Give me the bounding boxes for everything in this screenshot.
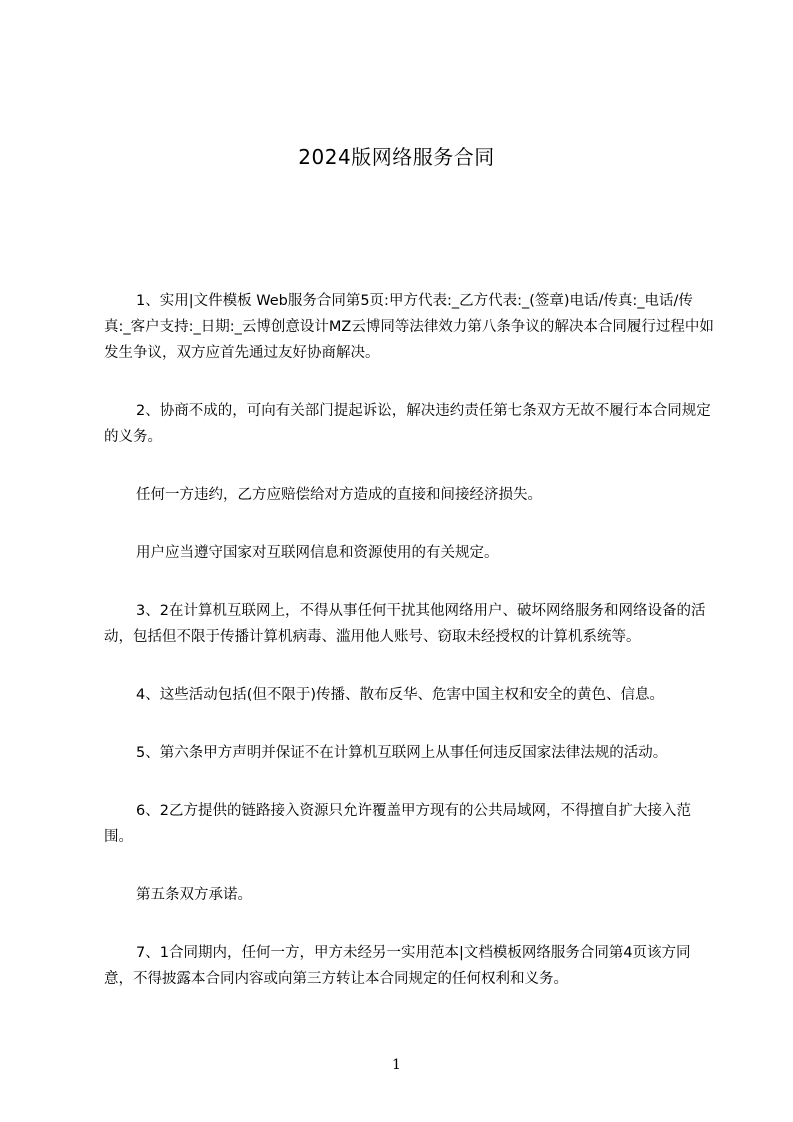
page-number: 1 — [392, 1057, 401, 1073]
document-title: 2024版网络服务合同 — [298, 145, 495, 169]
paragraph-5: 3、2在计算机互联网上，不得从事任何干扰其他网络用户、破坏网络服务和网络设备的活动，包括但不限于传播计算机病毒、滥用他人账号、窃取未经授权的计算机系统等。 — [104, 603, 706, 645]
paragraph-10: 7、1合同期内，任何一方，甲方未经另一实用范本|文档模板网络服务合同第4页该方同意，不得披露本合同内容或向第三方转让本合同规定的任何权利和义务。 — [104, 945, 691, 987]
paragraph-2: 2、协商不成的，可向有关部门提起诉讼，解决违约责任第七条双方无故不履行本合同规定的义务。 — [104, 403, 711, 445]
paragraph-4: 用户应当遵守国家对互联网信息和资源使用的有关规定。 — [136, 545, 499, 561]
paragraph-8: 6、2乙方提供的链路接入资源只允许覆盖甲方现有的公共局域网，不得擅自扩大接入范围。 — [104, 803, 691, 845]
paragraph-3: 任何一方违约，乙方应赔偿给对方造成的直接和间接经济损失。 — [136, 487, 542, 503]
paragraph-1: 1、实用|文件模板 Web服务合同第5页:甲方代表:_乙方代表:_(签章)电话/传真:_电话/传真:_客户支持:_日期:_云博创意设计MZ云博同等法律效力第八条争议的解决本合同履行过程中如发生争议，双方应首先通过友好协商解决。 — [104, 293, 714, 361]
document-body — [104, 288, 716, 992]
paragraph-9: 第五条双方承诺。 — [136, 887, 252, 903]
paragraph-6: 4、这些活动包括(但不限于)传播、散布反华、危害中国主权和安全的黄色、信息。 — [136, 687, 665, 703]
paragraph-7: 5、第六条甲方声明并保证不在计算机互联网上从事任何违反国家法律法规的活动。 — [136, 745, 668, 761]
